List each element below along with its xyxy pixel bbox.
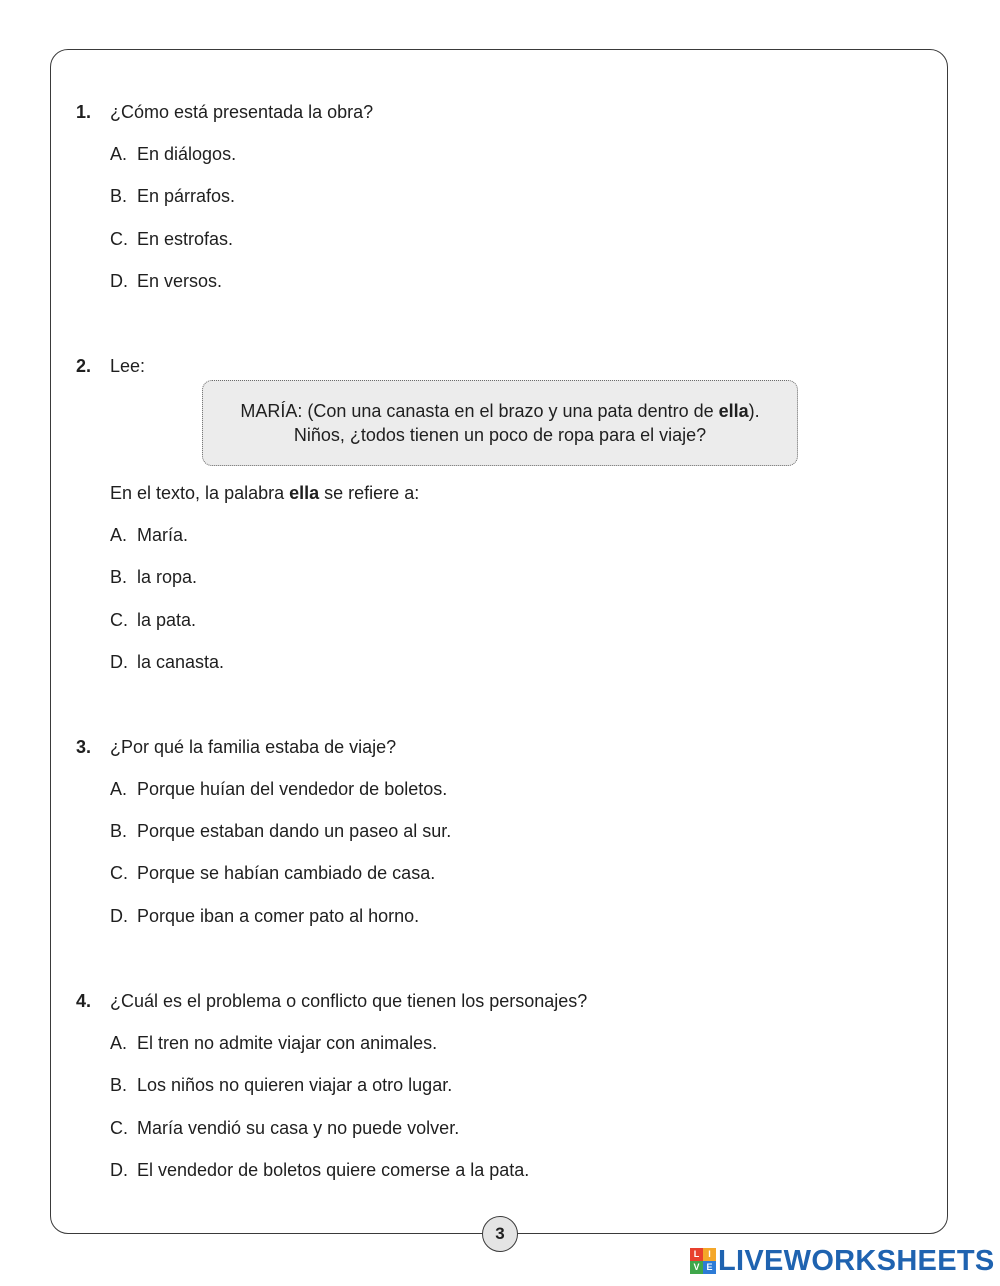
option-text: María. — [137, 525, 189, 545]
option-letter: C. — [110, 863, 128, 883]
question-2-option-c[interactable] — [110, 609, 196, 631]
question-2-number: 2. — [76, 356, 92, 376]
question-2-option-a[interactable] — [110, 524, 188, 546]
option-text: El vendedor de boletos quiere comerse a la pata. — [137, 1160, 530, 1180]
option-letter: D. — [110, 652, 128, 672]
option-letter: B. — [110, 821, 128, 841]
question-3-option-b[interactable] — [110, 820, 451, 842]
quote-line-1 — [203, 399, 797, 423]
option-letter: A. — [110, 525, 128, 545]
question-1-option-a[interactable] — [110, 143, 236, 165]
option-letter: C. — [110, 229, 128, 249]
option-letter: B. — [110, 1075, 128, 1095]
stem-suffix: se refiere a: — [319, 483, 420, 503]
question-3-option-c[interactable] — [110, 862, 435, 884]
question-4-option-b[interactable] — [110, 1074, 452, 1096]
quote-line-1-prefix: MARÍA: (Con una canasta en el brazo y una pata dentro de — [240, 401, 719, 421]
option-text: En versos. — [137, 271, 223, 291]
stem-bold-word: ella — [289, 483, 320, 503]
option-letter: D. — [110, 1160, 128, 1180]
quote-bold-word: ella — [718, 401, 749, 421]
option-text: la ropa. — [137, 567, 198, 587]
option-text: la canasta. — [137, 652, 225, 672]
option-text: Porque iban a comer pato al horno. — [137, 906, 420, 926]
quote-line-2: Niños, ¿todos tienen un poco de ropa para el viaje? — [293, 425, 707, 445]
page-number: 3 — [482, 1216, 518, 1252]
option-text: En diálogos. — [137, 144, 237, 164]
question-4-number: 4. — [76, 991, 92, 1011]
question-3-prompt: ¿Por qué la familia estaba de viaje? — [110, 737, 397, 757]
question-1-prompt: ¿Cómo está presentada la obra? — [110, 102, 374, 122]
question-2-option-b[interactable] — [110, 566, 197, 588]
option-text: En párrafos. — [137, 186, 236, 206]
option-text: María vendió su casa y no puede volver. — [137, 1118, 460, 1138]
question-3-number: 3. — [76, 737, 92, 757]
stem-prefix: En el texto, la palabra — [110, 483, 290, 503]
liveworksheets-brand — [690, 1246, 995, 1276]
question-2-stem — [110, 482, 419, 504]
question-4-prompt: ¿Cuál es el problema o conflicto que tienen los personajes? — [110, 991, 588, 1011]
quote-box — [202, 380, 798, 466]
option-letter: B. — [110, 186, 128, 206]
brand-name: LIVEWORKSHEETS — [718, 1245, 995, 1277]
option-text: Los niños no quieren viajar a otro lugar. — [137, 1075, 453, 1095]
question-3-option-d[interactable] — [110, 905, 419, 927]
question-3-option-a[interactable] — [110, 778, 447, 800]
question-4-option-a[interactable] — [110, 1032, 437, 1054]
logo-cell-l: L — [690, 1248, 703, 1261]
question-1-number: 1. — [76, 102, 92, 122]
option-letter: D. — [110, 271, 128, 291]
option-text: Porque estaban dando un paseo al sur. — [137, 821, 452, 841]
option-letter: A. — [110, 144, 128, 164]
option-letter: A. — [110, 1033, 128, 1053]
option-text: Porque huían del vendedor de boletos. — [137, 779, 448, 799]
logo-cell-v: V — [690, 1261, 703, 1274]
question-1-option-d[interactable] — [110, 270, 222, 292]
question-1-option-c[interactable] — [110, 228, 233, 250]
quote-line-1-suffix: ). — [748, 401, 760, 421]
question-4-option-c[interactable] — [110, 1117, 459, 1139]
option-letter: B. — [110, 567, 128, 587]
logo-cell-e: E — [703, 1261, 716, 1274]
logo-cell-i: I — [703, 1248, 716, 1261]
option-letter: A. — [110, 779, 128, 799]
question-2-prompt: Lee: — [110, 356, 146, 376]
option-text: Porque se habían cambiado de casa. — [137, 863, 436, 883]
question-4-option-d[interactable] — [110, 1159, 529, 1181]
question-2-option-d[interactable] — [110, 651, 224, 673]
option-text: la pata. — [137, 610, 197, 630]
option-text: El tren no admite viajar con animales. — [137, 1033, 438, 1053]
page-frame — [50, 49, 948, 1234]
question-1-option-b[interactable] — [110, 185, 235, 207]
option-letter: D. — [110, 906, 128, 926]
option-text: En estrofas. — [137, 229, 234, 249]
option-letter: C. — [110, 610, 128, 630]
option-letter: C. — [110, 1118, 128, 1138]
liveworksheets-logo-icon — [690, 1248, 716, 1274]
